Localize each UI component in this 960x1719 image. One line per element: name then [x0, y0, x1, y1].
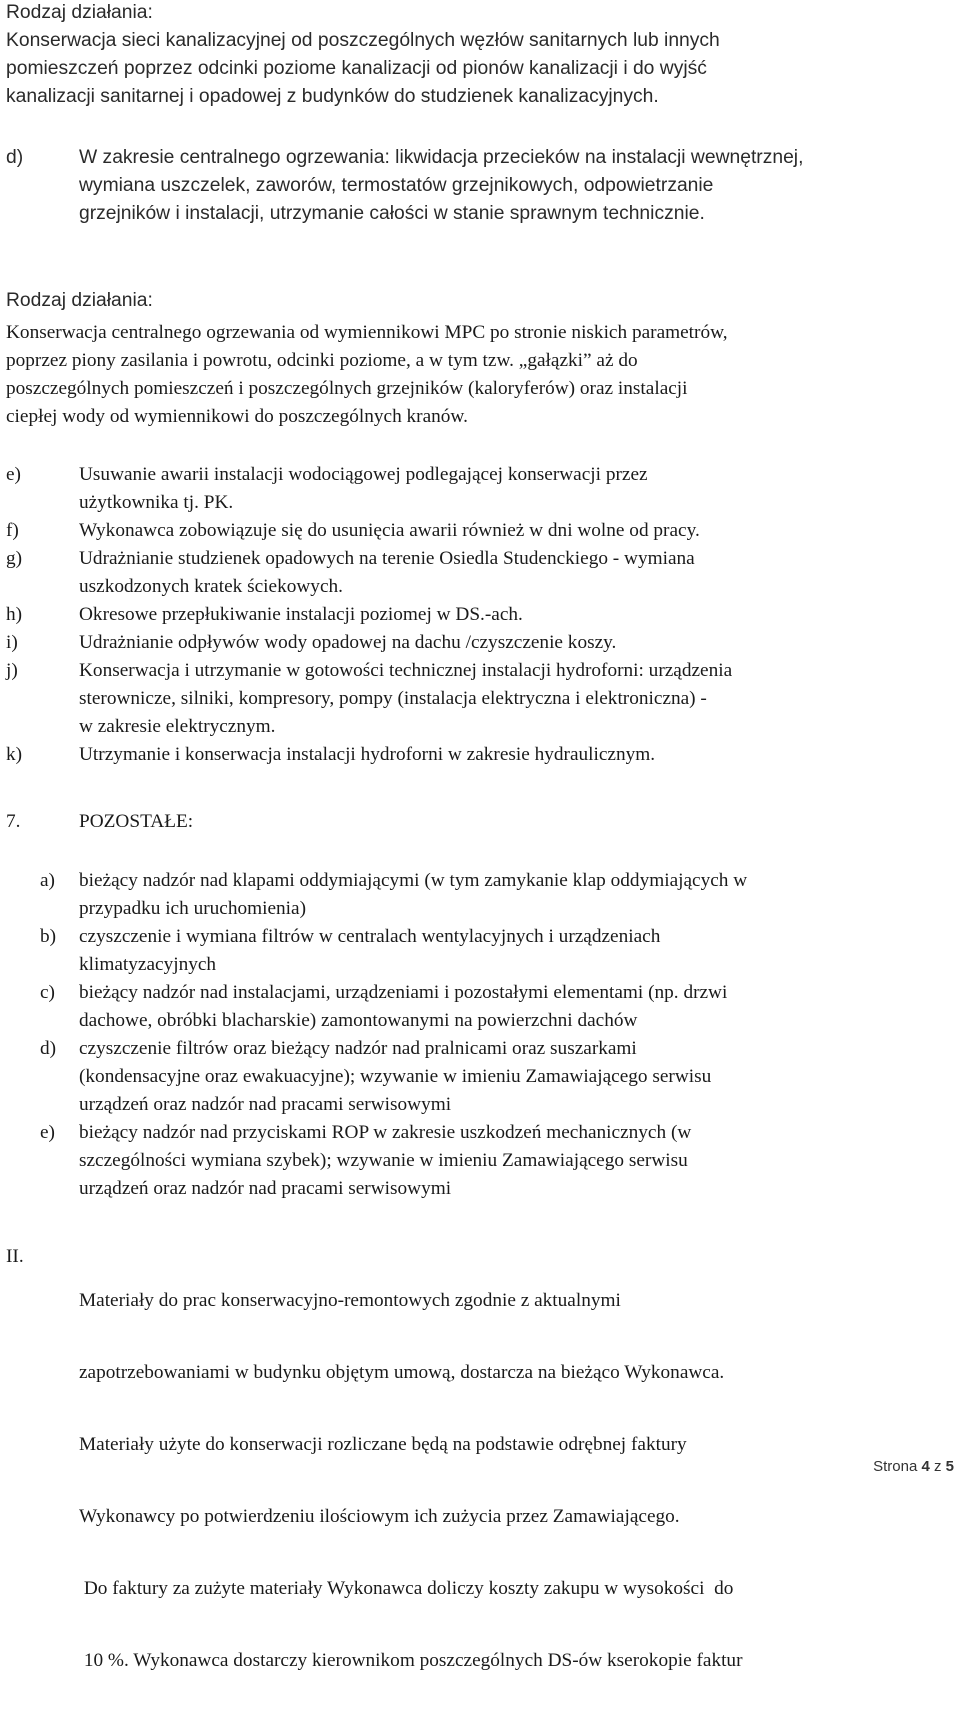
- list-item-heating: [6, 144, 956, 228]
- list-item-line: Udrażnianie odpływów wody opadowej na dachu /czyszczenie koszy.: [79, 632, 617, 653]
- paragraph-line: Materiały użyte do konserwacji rozliczane będą na podstawie odrębnej faktury: [79, 1434, 687, 1455]
- list-item-line: dachowe, obróbki blacharskie) zamontowanymi na powierzchni dachów: [79, 1010, 638, 1031]
- list-item-label: j): [6, 660, 18, 681]
- section-number: II.: [6, 1246, 24, 1267]
- list-item-line: uszkodzonych kratek ściekowych.: [79, 576, 343, 597]
- paragraph-line: poprzez piony zasilania i powrotu, odcinki poziome, a w tym tzw. „gałązki” aż do: [6, 350, 638, 371]
- list-item: [6, 657, 956, 741]
- list-item-label: d): [6, 147, 24, 168]
- section-number: 7.: [6, 811, 21, 832]
- list-items-e-k: [6, 461, 956, 769]
- list-item-label: d): [40, 1038, 57, 1059]
- list-item: [40, 979, 955, 1035]
- activity-heading: Rodzaj działania:: [6, 290, 153, 311]
- list-item-line: sterownicze, silniki, kompresory, pompy (instalacja elektryczna i elektroniczna) -: [79, 688, 707, 709]
- list-item-line: urządzeń oraz nadzór nad pracami serwisowymi: [79, 1094, 452, 1115]
- footer-total-pages: 5: [945, 1458, 954, 1475]
- paragraph-line: kanalizacji sanitarnej i opadowej z budynków do studzienek kanalizacyjnych.: [6, 86, 659, 107]
- list-item-line: czyszczenie i wymiana filtrów w centralach wentylacyjnych i urządzeniach: [79, 926, 661, 947]
- list-item-label: a): [40, 870, 55, 891]
- list-items-section-7: [40, 867, 955, 1203]
- footer-page-number: 4: [921, 1458, 930, 1475]
- paragraph-line: Wykonawcy po potwierdzeniu ilościowym ich zużycia przez Zamawiającego.: [79, 1506, 680, 1527]
- section-title: POZOSTAŁE:: [79, 811, 194, 832]
- list-item: [40, 1035, 955, 1119]
- paragraph-line: Konserwacja sieci kanalizacyjnej od poszczególnych węzłów sanitarnych lub innych: [6, 30, 720, 51]
- paragraph-line: zapotrzebowaniami w budynku objętym umową, dostarcza na bieżąco Wykonawca.: [79, 1362, 725, 1383]
- list-item-label: f): [6, 520, 19, 541]
- list-item-line: W zakresie centralnego ogrzewania: likwidacja przecieków na instalacji wewnętrznej,: [79, 147, 804, 168]
- footer-separator: z: [929, 1458, 946, 1475]
- paragraph-line: ciepłej wody od wymiennikowi do poszczególnych kranów.: [6, 406, 468, 427]
- list-item-line: klimatyzacyjnych: [79, 954, 217, 975]
- page-footer: [873, 1458, 954, 1475]
- list-item-label: k): [6, 744, 23, 765]
- list-item: [40, 1119, 955, 1203]
- activity-block-sewer: [6, 0, 956, 111]
- list-item-line: Usuwanie awarii instalacji wodociągowej podlegającej konserwacji przez: [79, 464, 648, 485]
- paragraph-line: Do faktury za zużyte materiały Wykonawca doliczy koszty zakupu w wysokości do: [79, 1578, 734, 1599]
- section-II: [6, 1243, 956, 1719]
- list-item-label: b): [40, 926, 57, 947]
- paragraph-line: 10 %. Wykonawca dostarczy kierownikom poszczególnych DS-ów kserokopie faktur: [79, 1650, 743, 1671]
- list-item: [6, 741, 956, 769]
- list-item-label: g): [6, 548, 23, 569]
- section-heading-7: [6, 808, 956, 836]
- footer-prefix: Strona: [873, 1458, 922, 1475]
- list-item-line: użytkownika tj. PK.: [79, 492, 234, 513]
- list-item-label: c): [40, 982, 55, 1003]
- list-item-line: Konserwacja i utrzymanie w gotowości technicznej instalacji hydroforni: urządzenia: [79, 660, 733, 681]
- list-item-line: Wykonawca zobowiązuje się do usunięcia awarii również w dni wolne od pracy.: [79, 520, 700, 541]
- list-item-line: czyszczenie filtrów oraz bieżący nadzór nad pralnicami oraz suszarkami: [79, 1038, 637, 1059]
- list-item: [6, 545, 956, 601]
- list-item: [6, 601, 956, 629]
- list-item-line: bieżący nadzór nad klapami oddymiającymi (w tym zamykanie klap oddymiających w: [79, 870, 748, 891]
- list-item-line: szczególności wymiana szybek); wzywanie w imieniu Zamawiającego serwisu: [79, 1150, 688, 1171]
- list-item-line: Utrzymanie i konserwacja instalacji hydroforni w zakresie hydraulicznym.: [79, 744, 656, 765]
- list-item-label: e): [6, 464, 21, 485]
- paragraph-line: poszczególnych pomieszczeń i poszczególnych grzejników (kaloryferów) oraz instalacji: [6, 378, 688, 399]
- list-item-line: Udrażnianie studzienek opadowych na terenie Osiedla Studenckiego - wymiana: [79, 548, 695, 569]
- list-item: [6, 517, 956, 545]
- list-item: [6, 461, 956, 517]
- list-item-line: w zakresie elektrycznym.: [79, 716, 276, 737]
- list-item: [40, 923, 955, 979]
- list-item: [40, 867, 955, 923]
- list-item: [6, 629, 956, 657]
- list-item-line: wymiana uszczelek, zaworów, termostatów grzejnikowych, odpowietrzanie: [79, 175, 714, 196]
- list-item-line: urządzeń oraz nadzór nad pracami serwisowymi: [79, 1178, 452, 1199]
- list-item-label: h): [6, 604, 23, 625]
- list-item-label: i): [6, 632, 18, 653]
- list-item-line: Okresowe przepłukiwanie instalacji poziomej w DS.-ach.: [79, 604, 523, 625]
- paragraph-line: Konserwacja centralnego ogrzewania od wymiennikowi MPC po stronie niskich parametrów,: [6, 322, 728, 343]
- list-item-label: e): [40, 1122, 55, 1143]
- list-item-line: przypadku ich uruchomienia): [79, 898, 307, 919]
- list-item-line: grzejników i instalacji, utrzymanie całości w stanie sprawnym technicznie.: [79, 203, 705, 224]
- list-item-line: (kondensacyjne oraz ewakuacyjne); wzywanie w imieniu Zamawiającego serwisu: [79, 1066, 712, 1087]
- activity-heading: Rodzaj działania:: [6, 2, 153, 23]
- activity-block-heating: [6, 287, 956, 431]
- paragraph-line: Materiały do prac konserwacyjno-remontowych zgodnie z aktualnymi: [79, 1290, 621, 1311]
- list-item-line: bieżący nadzór nad przyciskami ROP w zakresie uszkodzeń mechanicznych (w: [79, 1122, 692, 1143]
- list-item-line: bieżący nadzór nad instalacjami, urządzeniami i pozostałymi elementami (np. drzwi: [79, 982, 728, 1003]
- paragraph-line: pomieszczeń poprzez odcinki poziome kanalizacji od pionów kanalizacji i do wyjść: [6, 58, 707, 79]
